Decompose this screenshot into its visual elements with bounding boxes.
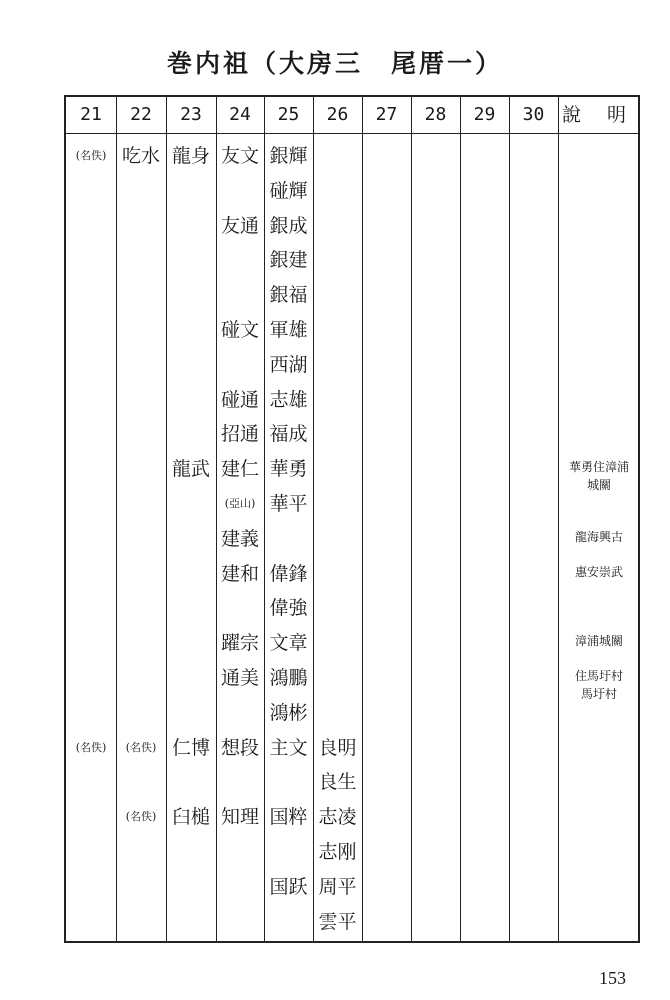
header-generation: 29 — [473, 104, 496, 125]
header-generation: 27 — [375, 104, 398, 125]
name-cell: 想段 — [220, 736, 259, 759]
name-cell: 招通 — [220, 423, 259, 446]
name-unknown-cell: (名佚) — [75, 740, 107, 754]
name-cell: 国粹 — [269, 806, 308, 829]
name-cell: 鴻鵬 — [269, 667, 308, 689]
name-cell: 仁博 — [171, 736, 210, 759]
name-cell: 碰輝 — [269, 179, 308, 202]
page-number: 153 — [599, 968, 626, 988]
header-generation: 26 — [326, 104, 349, 125]
note-entry — [558, 632, 640, 650]
column-divider — [558, 97, 559, 941]
name-cell: 文章 — [269, 632, 308, 655]
name-cell: 志雄 — [269, 388, 308, 411]
name-cell: 偉強 — [269, 597, 308, 620]
note-line: 漳浦城關 — [574, 634, 623, 649]
name-unknown-cell: (名佚) — [125, 810, 157, 824]
name-cell: 銀成 — [269, 214, 308, 237]
name-cell: 銀建 — [269, 249, 308, 272]
header-generation: 30 — [522, 104, 545, 125]
name-cell: 銀輝 — [269, 145, 308, 167]
name-cell: 福成 — [269, 423, 308, 446]
column-divider — [362, 97, 363, 941]
name-cell: 国跃 — [269, 875, 308, 898]
name-cell: 躍宗 — [220, 632, 259, 655]
name-cell: 鴻彬 — [269, 701, 308, 724]
name-cell: 知理 — [220, 806, 259, 829]
name-cell: 建仁 — [220, 458, 259, 481]
note-entry — [558, 667, 640, 703]
note-entry — [558, 563, 640, 581]
note-line: 城關 — [586, 478, 611, 493]
name-cell: 華平 — [269, 493, 308, 515]
name-unknown-cell: (亞山) — [224, 497, 256, 510]
note-line: 馬圩村 — [580, 687, 617, 701]
name-cell: 主文 — [269, 736, 308, 759]
header-row — [66, 97, 638, 134]
name-cell: 建義 — [220, 527, 259, 550]
name-cell: 西湖 — [269, 353, 308, 376]
column-divider — [411, 97, 412, 941]
name-cell: 良生 — [318, 771, 357, 794]
note-line: 龍海興古 — [574, 529, 623, 544]
header-notes: 說 明 — [561, 104, 637, 126]
header-generation: 24 — [229, 104, 251, 125]
name-cell: 吃水 — [121, 145, 160, 167]
name-cell: 志刚 — [318, 841, 357, 863]
name-cell: 龍武 — [171, 458, 210, 481]
name-cell: 志凌 — [318, 806, 357, 829]
note-line: 住馬圩村 — [574, 669, 623, 683]
genealogy-table — [64, 95, 640, 943]
name-cell: 周平 — [318, 875, 357, 898]
note-entry — [558, 528, 640, 546]
header-generation: 23 — [180, 104, 202, 125]
name-cell: 碰通 — [220, 388, 259, 411]
note-entry — [558, 458, 640, 494]
page-title: 巻内祖（大房三 尾厝一） — [166, 49, 503, 78]
column-divider — [509, 97, 510, 941]
name-cell: 友通 — [220, 214, 259, 237]
name-cell: 銀福 — [269, 284, 308, 307]
name-cell: 良明 — [318, 736, 357, 759]
note-line: 華勇住漳浦 — [568, 460, 629, 475]
name-unknown-cell: (名佚) — [75, 149, 107, 162]
column-divider — [460, 97, 461, 941]
name-cell: 碰文 — [220, 319, 259, 341]
name-cell: 建和 — [220, 562, 259, 585]
header-generation: 22 — [130, 104, 152, 125]
note-line: 惠安崇武 — [574, 564, 623, 579]
header-generation: 25 — [277, 104, 300, 125]
name-unknown-cell: (名佚) — [125, 740, 157, 754]
name-cell: 軍雄 — [269, 319, 308, 341]
name-cell: 友文 — [220, 145, 259, 167]
name-cell: 通美 — [220, 667, 259, 689]
header-generation: 28 — [424, 104, 447, 125]
name-cell: 華勇 — [269, 458, 308, 481]
header-generation: 21 — [80, 104, 102, 125]
name-cell: 雲平 — [318, 910, 357, 933]
name-cell: 臼槌 — [171, 806, 210, 829]
name-cell: 龍身 — [171, 145, 210, 167]
name-cell: 偉鋒 — [269, 562, 308, 585]
